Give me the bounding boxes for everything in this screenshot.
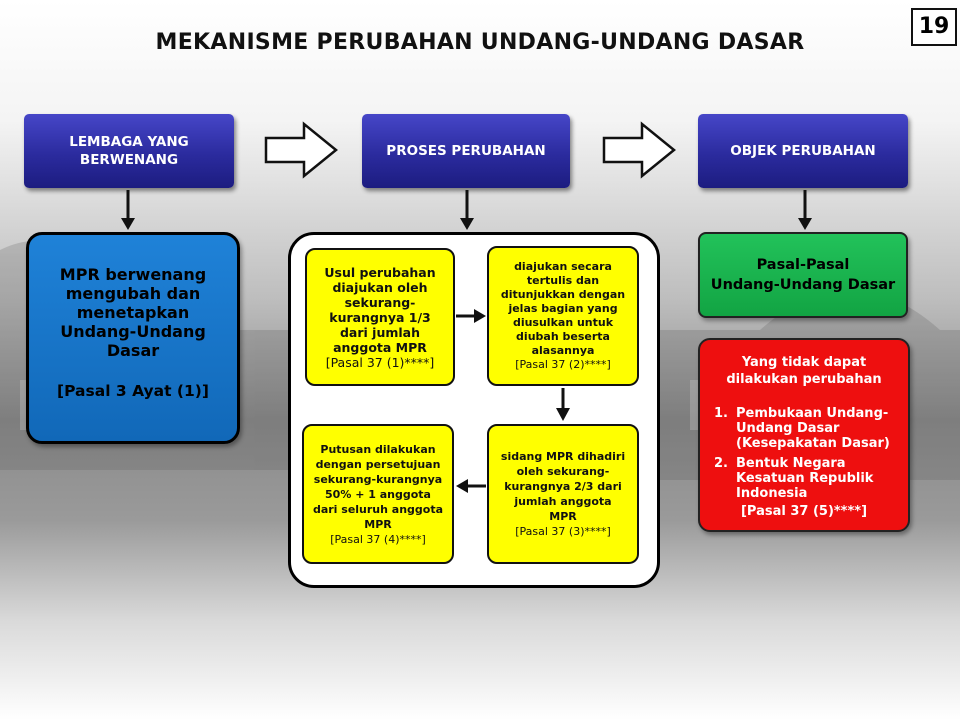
page-number-badge: 19 xyxy=(911,8,957,46)
process-step-2 xyxy=(487,246,639,386)
header-object-label: OBJEK PERUBAHAN xyxy=(730,143,876,159)
step-2-line: alasannya xyxy=(531,344,595,357)
process-step-4 xyxy=(302,424,454,564)
authority-line: MPR berwenang xyxy=(59,265,207,284)
object-articles-line1: Pasal-Pasal xyxy=(756,257,850,273)
header-process-label: PROSES PERUBAHAN xyxy=(386,143,546,159)
authority-line: Undang-Undang xyxy=(60,322,206,341)
step-3-line: sidang MPR dihadiri xyxy=(500,450,626,463)
process-step-1 xyxy=(305,248,455,386)
step-4-line: dengan persetujuan xyxy=(315,457,441,471)
step-3-line: kurangnya 2/3 dari xyxy=(504,480,622,493)
non-amendable-heading: Yang tidak dapat xyxy=(741,355,867,370)
non-amendable-citation: [Pasal 37 (5)****] xyxy=(740,504,868,519)
step-2-line: jelas bagian yang xyxy=(508,302,618,315)
step-4-line: 50% + 1 anggota xyxy=(325,487,431,501)
step-2-citation: [Pasal 37 (2)****] xyxy=(515,358,611,371)
non-amendable-item-1 xyxy=(714,406,902,451)
header-object xyxy=(698,114,908,188)
non-amendable-heading: dilakukan perubahan xyxy=(726,372,882,387)
item-2-line: Bentuk Negara xyxy=(736,456,846,471)
header-authority-line1: LEMBAGA YANG xyxy=(69,134,189,150)
step-4-line: dari seluruh anggota xyxy=(312,502,444,516)
step-2-line: diusulkan untuk xyxy=(512,316,614,329)
step-3-citation: [Pasal 37 (3)****] xyxy=(515,525,611,538)
non-amendable-box xyxy=(698,338,910,532)
non-amendable-item-2 xyxy=(714,456,902,501)
item-1-line: (Kesepakatan Dasar) xyxy=(736,436,890,451)
step-1-line: dari jumlah xyxy=(339,324,420,340)
step-2-line: diajukan secara xyxy=(514,260,612,273)
step-2-line: tertulis dan xyxy=(526,274,600,287)
step-4-citation: [Pasal 37 (4)****] xyxy=(330,532,426,546)
slide-title: MEKANISME PERUBAHAN UNDANG-UNDANG DASAR xyxy=(155,30,805,55)
step-1-line: Usul perubahan xyxy=(324,264,436,280)
authority-line: Dasar xyxy=(106,341,160,360)
step-3-line: jumlah anggota xyxy=(514,495,612,508)
step-4-line: sekurang-kurangnya xyxy=(313,472,443,486)
item-1-line: Pembukaan Undang- xyxy=(736,406,889,421)
header-process xyxy=(362,114,570,188)
step-4-line: MPR xyxy=(364,517,392,531)
step-3-line: oleh sekurang- xyxy=(516,465,610,478)
step-1-citation: [Pasal 37 (1)****] xyxy=(325,354,435,370)
item-2-line: Indonesia xyxy=(736,486,808,501)
step-1-line: kurangnya 1/3 xyxy=(329,309,431,325)
item-2-number: 2. xyxy=(714,456,728,471)
authority-box xyxy=(26,232,240,444)
authority-citation: [Pasal 3 Ayat (1)] xyxy=(57,382,209,400)
object-articles-box xyxy=(698,232,908,318)
step-1-line: anggota MPR xyxy=(333,339,427,355)
authority-line: mengubah dan xyxy=(65,284,201,303)
step-3-line: MPR xyxy=(549,510,577,523)
step-1-line: sekurang- xyxy=(344,294,416,310)
authority-line: menetapkan xyxy=(76,303,190,322)
step-2-line: ditunjukkan dengan xyxy=(500,288,626,301)
item-1-number: 1. xyxy=(714,406,728,421)
object-articles-line2: Undang-Undang Dasar xyxy=(710,277,896,293)
item-2-line: Kesatuan Republik xyxy=(736,471,874,486)
step-1-line: diajukan oleh xyxy=(332,279,428,295)
step-2-line: diubah beserta xyxy=(516,330,610,343)
header-authority-line2: BERWENANG xyxy=(79,152,179,168)
item-1-line: Undang Dasar xyxy=(736,421,840,436)
step-4-line: Putusan dilakukan xyxy=(320,442,436,456)
header-authority xyxy=(24,114,234,188)
process-step-3 xyxy=(487,424,639,564)
